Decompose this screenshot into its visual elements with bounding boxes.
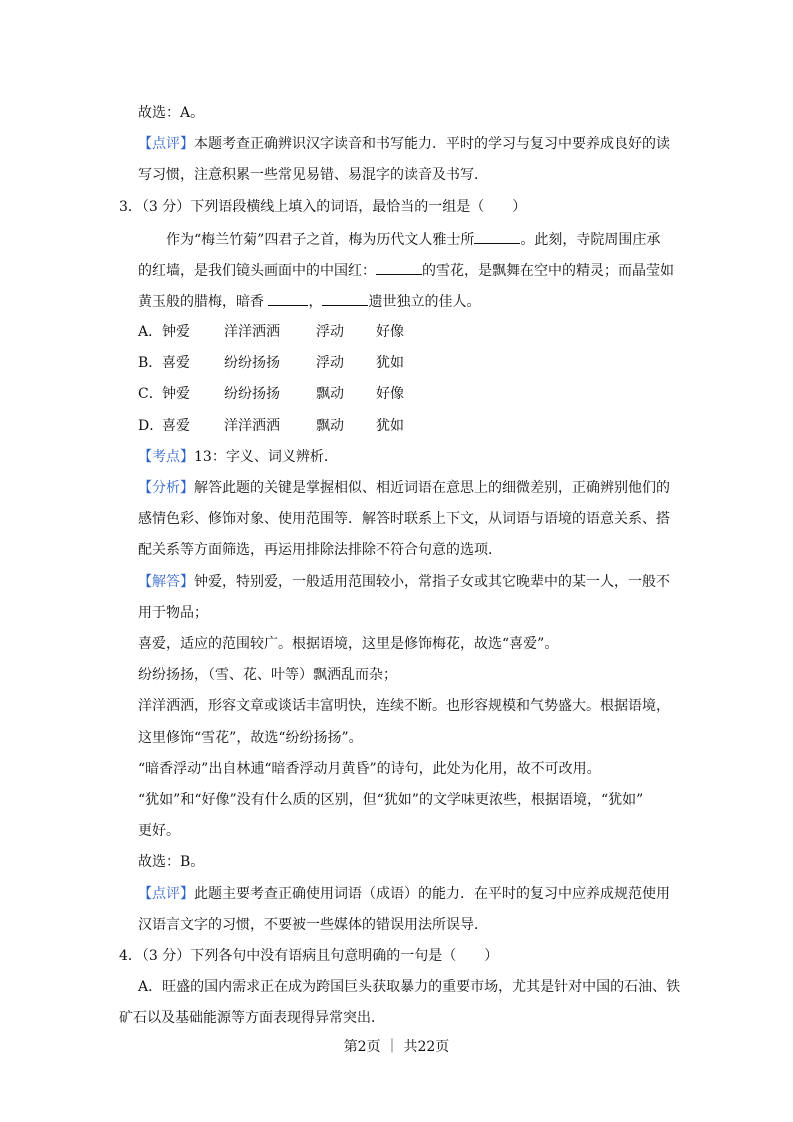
jieda-line-4: 纷纷扬扬，（雪、花、叶等）飘洒乱而杂； bbox=[138, 667, 397, 683]
option-letter: A． bbox=[138, 324, 163, 340]
passage-text: ， bbox=[308, 294, 323, 310]
option-d[interactable] bbox=[138, 416, 404, 436]
page-footer: 第2页 ｜ 共22页 bbox=[343, 1039, 450, 1055]
passage-line-3 bbox=[138, 291, 480, 312]
option-letter: D． bbox=[138, 418, 164, 434]
q4-option-a-line-2: 矿石以及基础能源等方面表现得异常突出． bbox=[119, 1010, 385, 1026]
jieda-line-8: “犹如”和“好像”没有什么质的区别，但“犹如”的文学味更浓些，根据语境，“犹如” bbox=[138, 792, 644, 808]
option-word: 钟爱 bbox=[162, 386, 190, 402]
fenxi-line-3: 配关系等方面筛选，再运用排除法排除不符合句意的选项． bbox=[138, 542, 502, 558]
jieda-line-6: 这里修饰“雪花”，故选“纷纷扬扬”。 bbox=[138, 730, 363, 746]
option-word: 喜爱 bbox=[162, 355, 190, 371]
fill-blank-2[interactable] bbox=[376, 260, 422, 275]
option-word: 飘动 bbox=[316, 418, 344, 434]
option-word: 好像 bbox=[376, 324, 404, 340]
kaodian-line bbox=[138, 447, 338, 467]
option-word: 喜爱 bbox=[162, 418, 190, 434]
option-word: 洋洋洒洒 bbox=[224, 324, 280, 340]
option-word: 纷纷扬扬 bbox=[224, 355, 280, 371]
answer-line-q3: 故选：B。 bbox=[138, 854, 205, 870]
passage-line-1 bbox=[166, 229, 660, 250]
jieda-line-3: 喜爱，适应的范围较广。根据语境，这里是修饰梅花，故选“喜爱”。 bbox=[138, 636, 559, 652]
jieda-text: 钟爱，特别爱，一般适用范围较小，常指子女或其它晚辈中的某一人，一般不 bbox=[194, 574, 670, 590]
option-word: 好像 bbox=[376, 386, 404, 402]
fenxi-text: 解答此题的关键是掌握相似、相近词语在意思上的细微差别，正确辨别他们的 bbox=[194, 480, 670, 496]
option-word: 犹如 bbox=[376, 418, 404, 434]
jieda-line-5: 洋洋洒洒，形容文章或谈话丰富明快，连续不断。也形容规模和气势盛大。根据语境， bbox=[138, 698, 670, 714]
fill-blank-4[interactable] bbox=[322, 291, 368, 306]
option-word: 钟爱 bbox=[162, 324, 190, 340]
q4-option-a-line-1[interactable]: A．旺盛的国内需求正在成为跨国巨头获取暴力的重要市场，尤其是针对中国的石油、铁 bbox=[138, 979, 681, 995]
answer-line: 故选：A。 bbox=[138, 105, 205, 121]
jieda-line-9: 更好。 bbox=[138, 823, 180, 839]
jieda-line-2: 用于物品； bbox=[138, 605, 208, 621]
comment-tag: 【点评】 bbox=[138, 136, 194, 152]
fenxi-line-1 bbox=[138, 478, 670, 498]
comment-line bbox=[138, 134, 670, 154]
jieda-tag: 【解答】 bbox=[138, 574, 194, 590]
passage-text: 。此刻，寺院周围庄承 bbox=[520, 232, 661, 248]
kaodian-tag: 【考点】 bbox=[138, 449, 194, 465]
question-4-stem: 4．（3 分）下列各句中没有语病且句意明确的一句是（ ） bbox=[119, 948, 499, 964]
dianping-tag: 【点评】 bbox=[138, 886, 194, 902]
option-word: 犹如 bbox=[376, 355, 404, 371]
option-word: 洋洋洒洒 bbox=[224, 418, 280, 434]
option-word: 飘动 bbox=[316, 386, 344, 402]
jieda-line-7: “暗香浮动”出自林逋“暗香浮动月黄昏”的诗句，此处为化用，故不可改用。 bbox=[138, 761, 601, 777]
option-word: 浮动 bbox=[316, 324, 344, 340]
option-word: 浮动 bbox=[316, 355, 344, 371]
option-c[interactable] bbox=[138, 384, 404, 404]
question-3-stem: 3．（3 分）下列语段横线上填入的词语，最恰当的一组是（ ） bbox=[119, 199, 527, 215]
fill-blank-1[interactable] bbox=[474, 229, 520, 244]
passage-text: 作为“梅兰竹菊”四君子之首，梅为历代文人雅士所 bbox=[166, 232, 475, 248]
passage-text: 的红墙，是我们镜头画面中的中国红： bbox=[138, 263, 376, 279]
option-a[interactable] bbox=[138, 322, 404, 342]
passage-text: 的雪花，是飘舞在空中的精灵；而晶莹如 bbox=[422, 263, 674, 279]
kaodian-text: 13：字义、词义辨析． bbox=[194, 449, 338, 465]
option-letter: C． bbox=[138, 386, 163, 402]
fenxi-tag: 【分析】 bbox=[138, 480, 194, 496]
dianping-line-2: 汉语言文字的习惯，不要被一些媒体的错误用法所误导． bbox=[138, 917, 488, 933]
option-b[interactable] bbox=[138, 353, 404, 373]
comment-line-2: 写习惯，注意积累一些常见易错、易混字的读音及书写． bbox=[138, 167, 488, 183]
fenxi-line-2: 感情色彩、修饰对象、使用范围等．解答时联系上下文，从词语与语境的语意关系、搭 bbox=[138, 511, 670, 527]
fill-blank-3[interactable] bbox=[268, 291, 308, 306]
passage-text: 黄玉般的腊梅，暗香 bbox=[138, 294, 264, 310]
jieda-line-1 bbox=[138, 572, 670, 592]
option-word: 纷纷扬扬 bbox=[224, 386, 280, 402]
dianping-line-1 bbox=[138, 884, 670, 904]
passage-text: 遗世独立的佳人。 bbox=[368, 294, 481, 310]
option-letter: B． bbox=[138, 355, 163, 371]
dianping-text: 此题主要考查正确使用词语（成语）的能力．在平时的复习中应养成规范使用 bbox=[194, 886, 670, 902]
passage-line-2 bbox=[138, 260, 674, 281]
comment-text: 本题考查正确辨识汉字读音和书写能力．平时的学习与复习中要养成良好的读 bbox=[194, 136, 670, 152]
